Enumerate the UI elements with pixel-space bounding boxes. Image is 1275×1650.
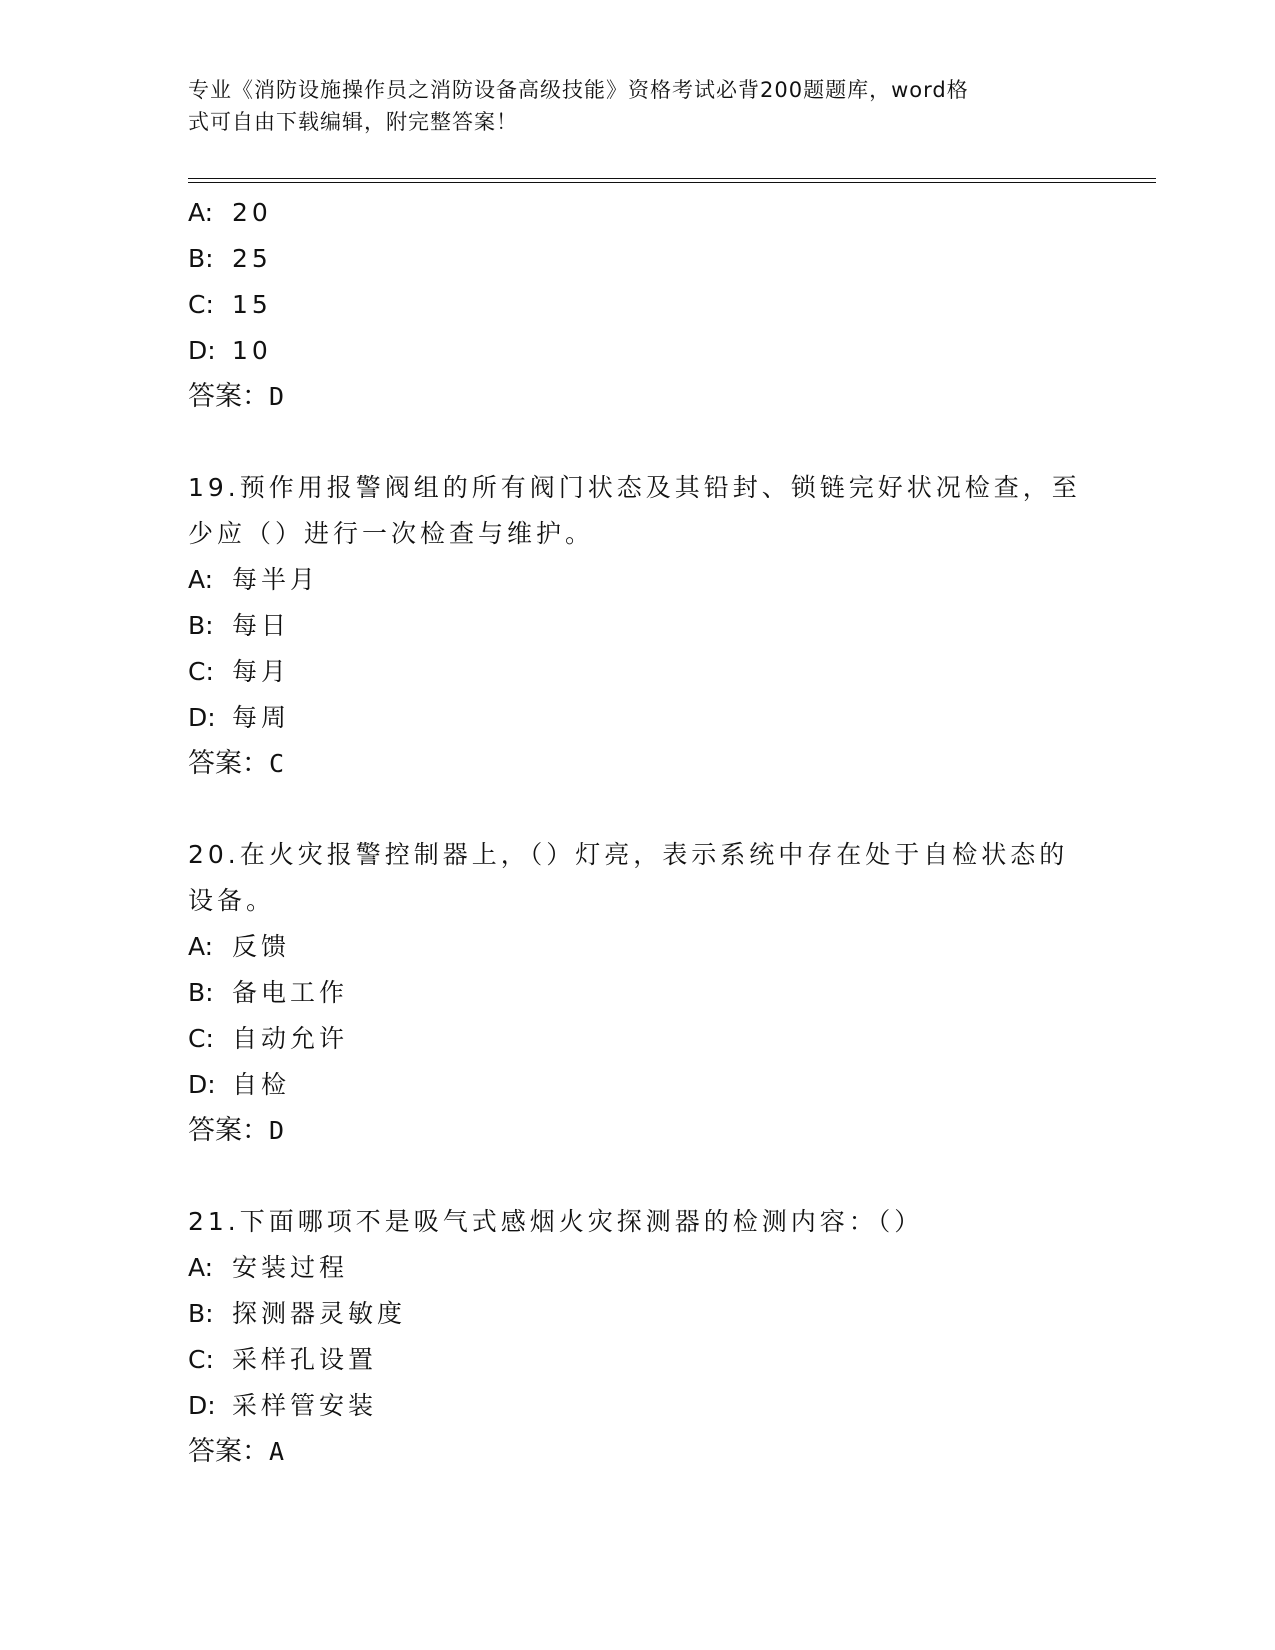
header-divider [188, 178, 1156, 183]
question-stem-line-2: 设备。 [188, 886, 276, 915]
question-stem-line-1: 20.在火灾报警控制器上，（）灯亮，表示系统中存在处于自检状态的 [188, 840, 1069, 869]
question-20 [188, 832, 1088, 1154]
answer-line: 答案：C [188, 748, 285, 779]
question-stem-line-1: 19.预作用报警阀组的所有阀门状态及其铅封、锁链完好状况检查，至 [188, 473, 1081, 502]
option-c: C: 15 [188, 290, 272, 319]
option-d: D: 自检 [188, 1070, 291, 1099]
option-d: D: 10 [188, 336, 272, 365]
option-d: D: 每周 [188, 703, 291, 732]
option-c: C: 采样孔设置 [188, 1345, 378, 1374]
option-c: C: 自动允许 [188, 1024, 349, 1053]
option-a: A: 反馈 [188, 932, 291, 961]
question-stem-line-2: 少应（）进行一次检查与维护。 [188, 519, 595, 548]
header-line-1: 专业《消防设施操作员之消防设备高级技能》资格考试必背200题题库，word格 [188, 78, 969, 102]
question-19 [188, 465, 1088, 787]
option-b: B: 探测器灵敏度 [188, 1299, 407, 1328]
question-18 [188, 190, 1088, 420]
question-21 [188, 1199, 1088, 1475]
option-a: A: 20 [188, 198, 272, 227]
option-d: D: 采样管安装 [188, 1391, 378, 1420]
header-line-2: 式可自由下载编辑，附完整答案！ [188, 110, 518, 134]
answer-line: 答案：D [188, 1115, 285, 1146]
option-a: A: 安装过程 [188, 1253, 349, 1282]
document-header [188, 74, 1068, 138]
option-b: B: 每日 [188, 611, 291, 640]
option-b: B: 25 [188, 244, 272, 273]
answer-line: 答案：A [188, 1436, 285, 1467]
question-list [188, 190, 1088, 1475]
option-c: C: 每月 [188, 657, 291, 686]
answer-line: 答案：D [188, 381, 285, 412]
option-a: A: 每半月 [188, 565, 320, 594]
question-stem-line-1: 21.下面哪项不是吸气式感烟火灾探测器的检测内容：（） [188, 1207, 924, 1236]
option-b: B: 备电工作 [188, 978, 349, 1007]
